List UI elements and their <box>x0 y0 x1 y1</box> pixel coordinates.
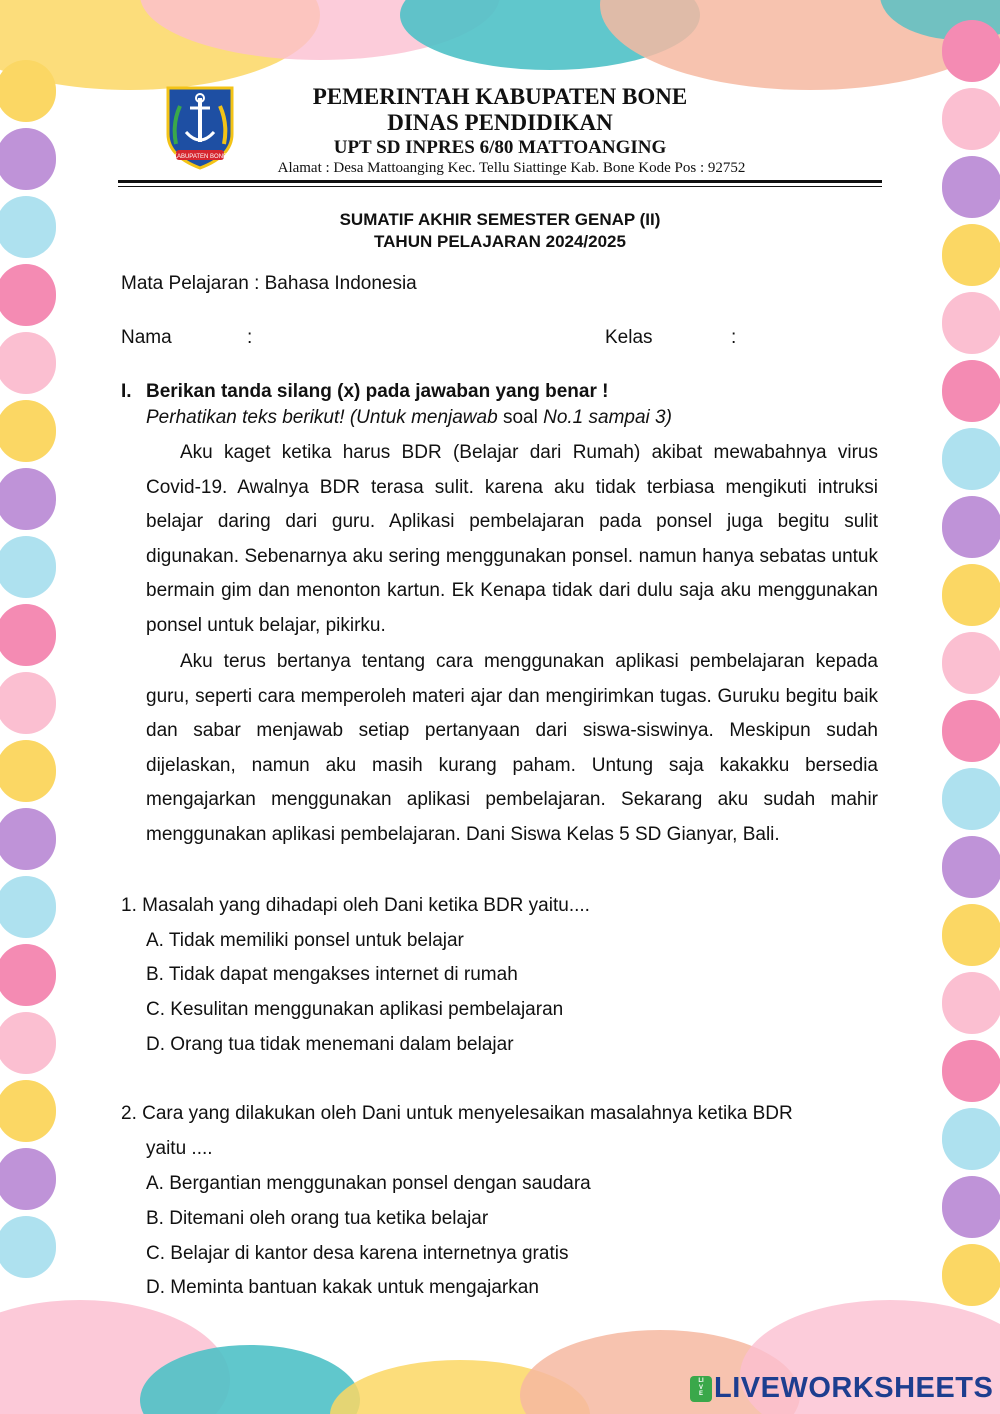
passage-paragraph-1: Aku kaget ketika harus BDR (Belajar dari Rumah) akibat mewabahnya virus Covid-19. Awalnya BDR terasa sulit. karena aku tidak terbiasa mengikuti intruksi belajar daring dari guru. Aplikasi pembelajaran pada ponsel juga begitu sulit digunakan. Sebenarnya aku sering menggunakan ponsel. namun hanya sebatas untuk bermain gim dan menonton kartun. Ek Kenapa tidak dari dulu saja aku menggunakan ponsel untuk belajar, pikirku. <box>146 442 878 636</box>
decor-pill <box>942 836 1000 898</box>
passage-note <box>146 407 672 429</box>
liveworksheets-badge-icon <box>690 1376 712 1402</box>
decor-pill <box>942 1176 1000 1238</box>
decor-pill <box>942 496 1000 558</box>
decor-pill <box>0 1216 56 1278</box>
decor-pill <box>942 360 1000 422</box>
question-2-option-a[interactable]: A. Bergantian menggunakan ponsel dengan saudara <box>146 1173 591 1194</box>
header-government: PEMERINTAH KABUPATEN BONE <box>312 84 688 109</box>
logo-ribbon-text: KABUPATEN BONE <box>172 154 228 160</box>
decor-pill <box>0 128 56 190</box>
passage-note-italic-1: Perhatikan teks berikut! (Untuk menjawab <box>146 407 498 428</box>
decor-pill <box>0 400 56 462</box>
decor-pill <box>0 468 56 530</box>
decor-pill <box>942 292 1000 354</box>
class-colon: : <box>731 327 737 348</box>
question-1-option-b[interactable]: B. Tidak dapat mengakses internet di rumah <box>146 964 518 985</box>
decor-pill <box>942 428 1000 490</box>
decor-pill <box>0 1148 56 1210</box>
question-2-option-d[interactable]: D. Meminta bantuan kakak untuk mengajarkan <box>146 1277 539 1298</box>
decor-pill <box>0 672 56 734</box>
decor-pill <box>0 264 56 326</box>
header-department: DINAS PENDIDIKAN <box>387 110 613 135</box>
decor-pill <box>0 604 56 666</box>
decor-pill <box>0 536 56 598</box>
decor-pill <box>942 1040 1000 1102</box>
passage-note-normal: soal <box>497 407 544 428</box>
question-2-option-c[interactable]: C. Belajar di kantor desa karena internetnya gratis <box>146 1243 569 1264</box>
decor-pill <box>0 332 56 394</box>
decor-pill <box>0 808 56 870</box>
decor-pill <box>0 740 56 802</box>
section-instruction: Berikan tanda silang (x) pada jawaban yang benar ! <box>146 381 609 402</box>
passage-paragraph-2: Aku terus bertanya tentang cara menggunakan aplikasi pembelajaran kepada guru, seperti cara memperoleh materi ajar dan mengirimkan tugas. Guruku begitu baik dan sabar menjawab setiap pertanyaan dari siswa-siswinya. Meskipun sudah dijelaskan, namun aku masih kurang paham. Untung saja kakakku bersedia mengajarkan menggunakan aplikasi pembelajaran. Sekarang aku sudah mahir menggunakan aplikasi pembelajaran. Dani Siswa Kelas 5 SD Gianyar, Bali. <box>146 651 878 845</box>
name-label: Nama <box>121 327 172 348</box>
decor-pill <box>942 904 1000 966</box>
class-label: Kelas <box>605 327 653 348</box>
decor-pill <box>942 1108 1000 1170</box>
decor-pill <box>942 88 1000 150</box>
header-address: Alamat : Desa Mattoanging Kec. Tellu Siattinge Kab. Bone Kode Pos : 92752 <box>277 160 746 176</box>
question-1-option-a[interactable]: A. Tidak memiliki ponsel untuk belajar <box>146 930 464 951</box>
decor-pill <box>0 1012 56 1074</box>
decor-pill <box>0 60 56 122</box>
liveworksheets-badge-text: LIVE <box>698 1378 704 1397</box>
question-2-stem: 2. Cara yang dilakukan oleh Dani untuk menyelesaikan masalahnya ketika BDR <box>121 1103 793 1124</box>
decor-pill <box>0 876 56 938</box>
exam-title: SUMATIF AKHIR SEMESTER GENAP (II) <box>339 210 661 229</box>
decor-pill <box>0 1080 56 1142</box>
decor-pill <box>0 196 56 258</box>
decor-pill <box>942 1244 1000 1306</box>
decor-pill <box>942 972 1000 1034</box>
decor-pill <box>942 632 1000 694</box>
decor-pill <box>942 224 1000 286</box>
decor-pill <box>942 700 1000 762</box>
section-number: I. <box>121 381 132 402</box>
subject-label: Mata Pelajaran : Bahasa Indonesia <box>121 273 417 294</box>
decor-pill <box>0 944 56 1006</box>
liveworksheets-watermark: LIVEWORKSHEETS <box>714 1372 994 1404</box>
question-2-stem-cont: yaitu .... <box>146 1138 213 1159</box>
exam-year: TAHUN PELAJARAN 2024/2025 <box>374 232 626 251</box>
question-1-stem: 1. Masalah yang dihadapi oleh Dani ketika BDR yaitu.... <box>121 895 590 916</box>
question-1-option-c[interactable]: C. Kesulitan menggunakan aplikasi pembelajaran <box>146 999 564 1020</box>
decor-pill <box>942 156 1000 218</box>
header-divider-thin <box>118 186 882 187</box>
name-colon: : <box>247 327 253 348</box>
decor-pill <box>942 20 1000 82</box>
question-2-option-b[interactable]: B. Ditemani oleh orang tua ketika belajar <box>146 1208 489 1229</box>
passage-note-italic-2: No.1 sampai 3) <box>543 407 672 428</box>
header-divider <box>118 180 882 183</box>
decor-pill <box>942 768 1000 830</box>
question-1-option-d[interactable]: D. Orang tua tidak menemani dalam belajar <box>146 1034 514 1055</box>
decor-pill <box>942 564 1000 626</box>
header-school: UPT SD INPRES 6/80 MATTOANGING <box>333 137 667 158</box>
